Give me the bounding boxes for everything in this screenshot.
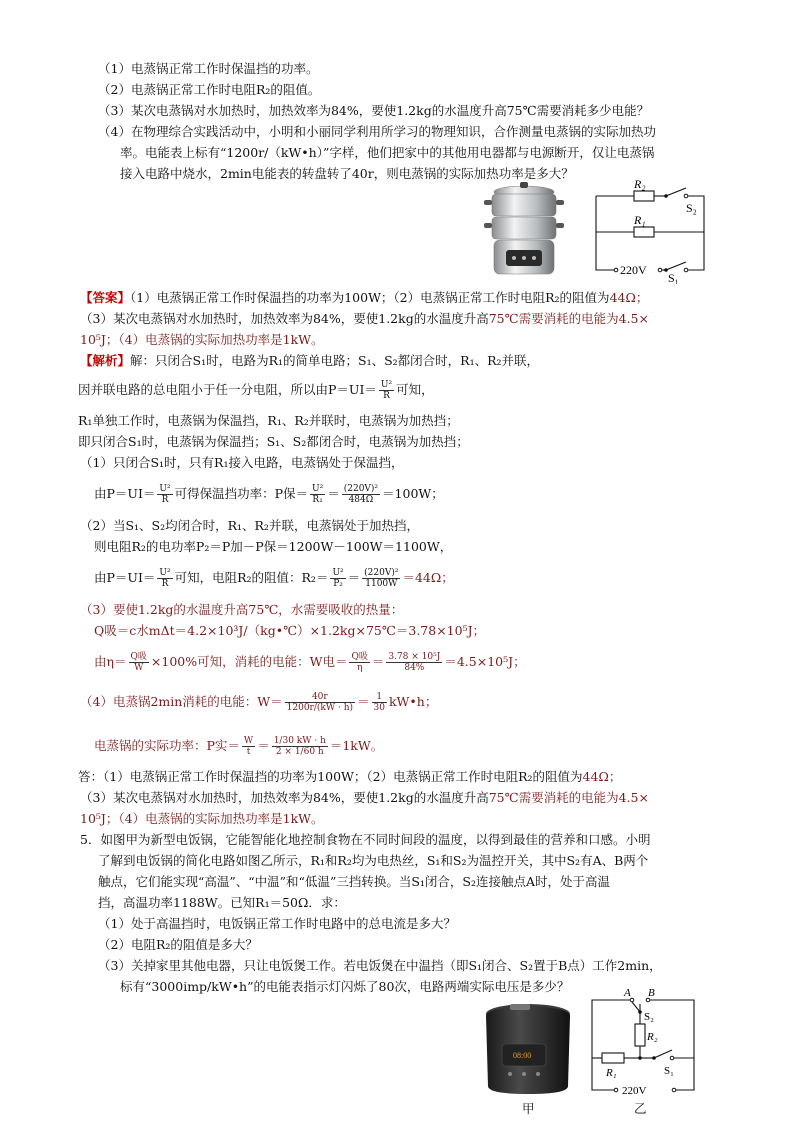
fraction-u2-r: $\frac{\text{U²}}{R}$ — [159, 568, 171, 589]
circuit-label-r1: R₁ — [634, 213, 646, 227]
answer-line-3: 10⁵J；（4）电蒸锅的实际加热功率是1kW。 — [80, 332, 324, 347]
analysis-part-3-intro: （3）要使1.2kg的水温度升高75℃，水需要吸收的热量： — [80, 602, 404, 617]
circuit-label-a: A — [624, 987, 631, 999]
final-answer-line-2: （3）某次电蒸锅对水加热时，加热效率为84%，要使1.2kg的水温度升高75℃需要消耗的电能为4.5× — [80, 790, 649, 805]
fraction-378-84: $\frac{\text{3.78 × 10⁵J}}{84\%}$ — [388, 652, 441, 673]
circuit-label-r1: R₁ — [606, 1067, 617, 1079]
circuit-label-b: B — [648, 987, 655, 999]
fraction-qw: $\frac{\text{Q吸}}{W}$ — [130, 652, 147, 673]
q4-part-3: （3）某次电蒸锅对水加热时，加热效率为84%，要使1.2kg的水温度升高75℃需要消耗多少电能？ — [98, 103, 650, 118]
analysis-part-1-calc: 由P＝UI＝ $\frac{\text{U²}}{R}$ 可得保温挡功率：P保＝ $\frac{\text{U²}}{\text{R₁}}$ ＝ $\frac{\text{(220V)²}}{484\Omega}$ ＝100W； — [94, 484, 444, 505]
answer-tag: 【答案】 — [80, 290, 131, 305]
fraction-220v-484: $\frac{\text{(220V)²}}{484\Omega}$ — [343, 484, 379, 505]
circuit-diagram-q4 — [590, 178, 710, 284]
circuit-label-s1: S₁ — [668, 271, 679, 284]
q5-stem-4: 挡，高温功率1188W。已知R₁＝50Ω．求： — [98, 895, 346, 910]
svg-text:08:00: 08:00 — [513, 1051, 532, 1060]
answer-line-1: 【答案】（1）电蒸锅正常工作时保温挡的功率为100W；（2）电蒸锅正常工作时电阻R₂的阻值为44Ω； — [80, 290, 649, 305]
steamer-image — [476, 180, 572, 280]
fraction-w-t: $\frac{W}{t}$ — [243, 736, 254, 757]
analysis-part-1-intro: （1）只闭合S₁时，只有R₁接入电路，电蒸锅处于保温挡， — [80, 455, 404, 470]
analysis-part-3-calc: 由η＝ $\frac{\text{Q吸}}{W}$ ×100%可知，消耗的电能：W电＝ $\frac{\text{Q吸}}{\eta}$ ＝ $\frac{\text{3.78 × 10⁵J}}{84\%}$ ＝4.5×10⁵J； — [94, 652, 526, 673]
q5-part-2: （2）电阻R₂的阻值是多大？ — [98, 937, 258, 952]
fraction-u2-r: $\frac{\text{U²}}{R}$ — [380, 380, 393, 401]
analysis-line-3: R₁单独工作时，电蒸锅为保温挡，R₁、R₂并联时，电蒸锅为加热挡； — [78, 413, 459, 428]
circuit-diagram-q5 — [584, 986, 704, 1098]
circuit-label-voltage: 220V — [622, 1085, 647, 1097]
fraction-q-eta: $\frac{\text{Q吸}}{\eta}$ — [351, 652, 368, 673]
q4-part-4-cont: 率。电能表上标有“1200r/（kW•h）”字样，他们把家中的其他用电器都与电源断开，仅让电蒸锅 — [120, 145, 655, 160]
fraction-u2-p2: $\frac{\text{U²}}{\text{P₂}}$ — [332, 568, 344, 589]
fraction-1-30: $\frac{1}{30}$ — [373, 692, 385, 713]
q4-part-4: （4）在物理综合实践活动中，小明和小丽同学利用所学习的物理知识，合作测量电蒸锅的实际加热功 — [98, 124, 656, 139]
analysis-part-2-intro: （2）当S₁、S₂均闭合时，R₁、R₂并联，电蒸锅处于加热挡， — [80, 518, 419, 533]
q5-stem-1: 5．如图甲为新型电饭锅，它能智能化地控制食物在不同时间段的温度，以得到最佳的营养和口感。小明 — [80, 832, 651, 847]
q5-part-3: （3）关掉家里其他电器，只让电饭煲工作。若电饭煲在中温挡（即S₁闭合、S₂置于B点）工作2min， — [98, 958, 662, 973]
analysis-tag: 【解析】 — [80, 353, 131, 368]
caption-jia: 甲 — [522, 1101, 535, 1116]
caption-yi: 乙 — [634, 1101, 647, 1116]
analysis-part-4-energy: （4）电蒸锅2min消耗的电能：W＝ $\frac{40r}{1200r/(kW \cdot h)}$ ＝ $\frac{1}{30}$ kW•h； — [80, 692, 438, 713]
rice-cooker-image — [480, 1000, 576, 1098]
answer-line-2: （3）某次电蒸锅对水加热时，加热效率为84%，要使1.2kg的水温度升高75℃需要消耗的电能为4.5× — [80, 311, 649, 326]
analysis-part-2-power: 则电阻R₂的电功率P₂＝P加－P保＝1200W－100W＝1100W， — [94, 539, 453, 554]
analysis-part-2-calc: 由P＝UI＝ $\frac{\text{U²}}{R}$ 可知，电阻R₂的阻值：R₂＝ $\frac{\text{U²}}{\text{P₂}}$ ＝ $\frac{\text{(220V)²}}{1100W}$ ＝44Ω； — [94, 568, 454, 589]
analysis-line-4: 即只闭合S₁时，电蒸锅为保温挡；S₁、S₂都闭合时，电蒸锅为加热挡； — [78, 434, 469, 449]
q5-part-3-cont: 标有“3000imp/kW•h”的电能表指示灯闪烁了80次，电路两端实际电压是多少？ — [120, 979, 570, 994]
final-answer-line-3: 10⁵J；（4）电蒸锅的实际加热功率是1kW。 — [80, 811, 324, 826]
fraction-u2-r: $\frac{\text{U²}}{R}$ — [159, 484, 171, 505]
fraction-220v-1100: $\frac{\text{(220V)²}}{1100W}$ — [364, 568, 399, 589]
circuit-label-voltage: 220V — [620, 263, 647, 277]
fraction-power: $\frac{1/30 kW \cdot h}{2 \times 1/60 h}$ — [273, 736, 326, 757]
final-answer-line-1: 答：（1）电蒸锅正常工作时保温挡的功率为100W；（2）电蒸锅正常工作时电阻R₂的阻值为44Ω； — [78, 769, 622, 784]
q5-stem-3: 触点，它们能实现“高温”、“中温”和“低温”三挡转换。当S₁闭合，S₂连接触点A时，处于高温 — [98, 874, 611, 889]
circuit-label-s2: S₂ — [686, 201, 697, 215]
q4-part-1: （1）电蒸锅正常工作时保温挡的功率。 — [98, 61, 319, 76]
analysis-part-3-heat: Q吸＝c水mΔt＝4.2×10³J/（kg•℃）×1.2kg×75℃＝3.78×10⁵J； — [94, 623, 486, 638]
analysis-line-1: 【解析】解：只闭合S₁时，电路为R₁的简单电路；S₁、S₂都闭合时，R₁、R₂并联， — [80, 353, 540, 368]
q4-part-4-cont2: 接入电路中烧水，2min电能表的转盘转了40r，则电蒸锅的实际加热功率是多大？ — [120, 166, 574, 181]
q5-stem-2: 了解到电饭锅的简化电路如图乙所示，R₁和R₂均为电热丝，S₁和S₂为温控开关，其中S₂有A、B两个 — [98, 853, 649, 868]
fraction-u2-r1: $\frac{\text{U²}}{\text{R₁}}$ — [312, 484, 324, 505]
circuit-label-r2: R₂ — [634, 178, 646, 191]
analysis-part-4-power: 电蒸锅的实际功率：P实＝ $\frac{W}{t}$ ＝ $\frac{1/30 kW \cdot h}{2 \times 1/60 h}$ ＝1kW。 — [94, 736, 384, 757]
fraction-40r: $\frac{40r}{1200r/(kW \cdot h)}$ — [286, 692, 354, 713]
analysis-line-2: 因并联电路的总电阻小于任一分电阻，所以由P＝UI＝ $\frac{\text{U²}}{R}$ 可知， — [78, 380, 434, 401]
circuit-label-s1: S₁ — [664, 1065, 674, 1077]
circuit-label-r2: R₂ — [647, 1031, 658, 1043]
q5-part-1: （1）处于高温挡时，电饭锅正常工作时电路中的总电流是多大？ — [98, 916, 456, 931]
circuit-label-s2: S₂ — [644, 1011, 654, 1023]
q4-part-2: （2）电蒸锅正常工作时电阻R₂的阻值。 — [98, 82, 321, 97]
